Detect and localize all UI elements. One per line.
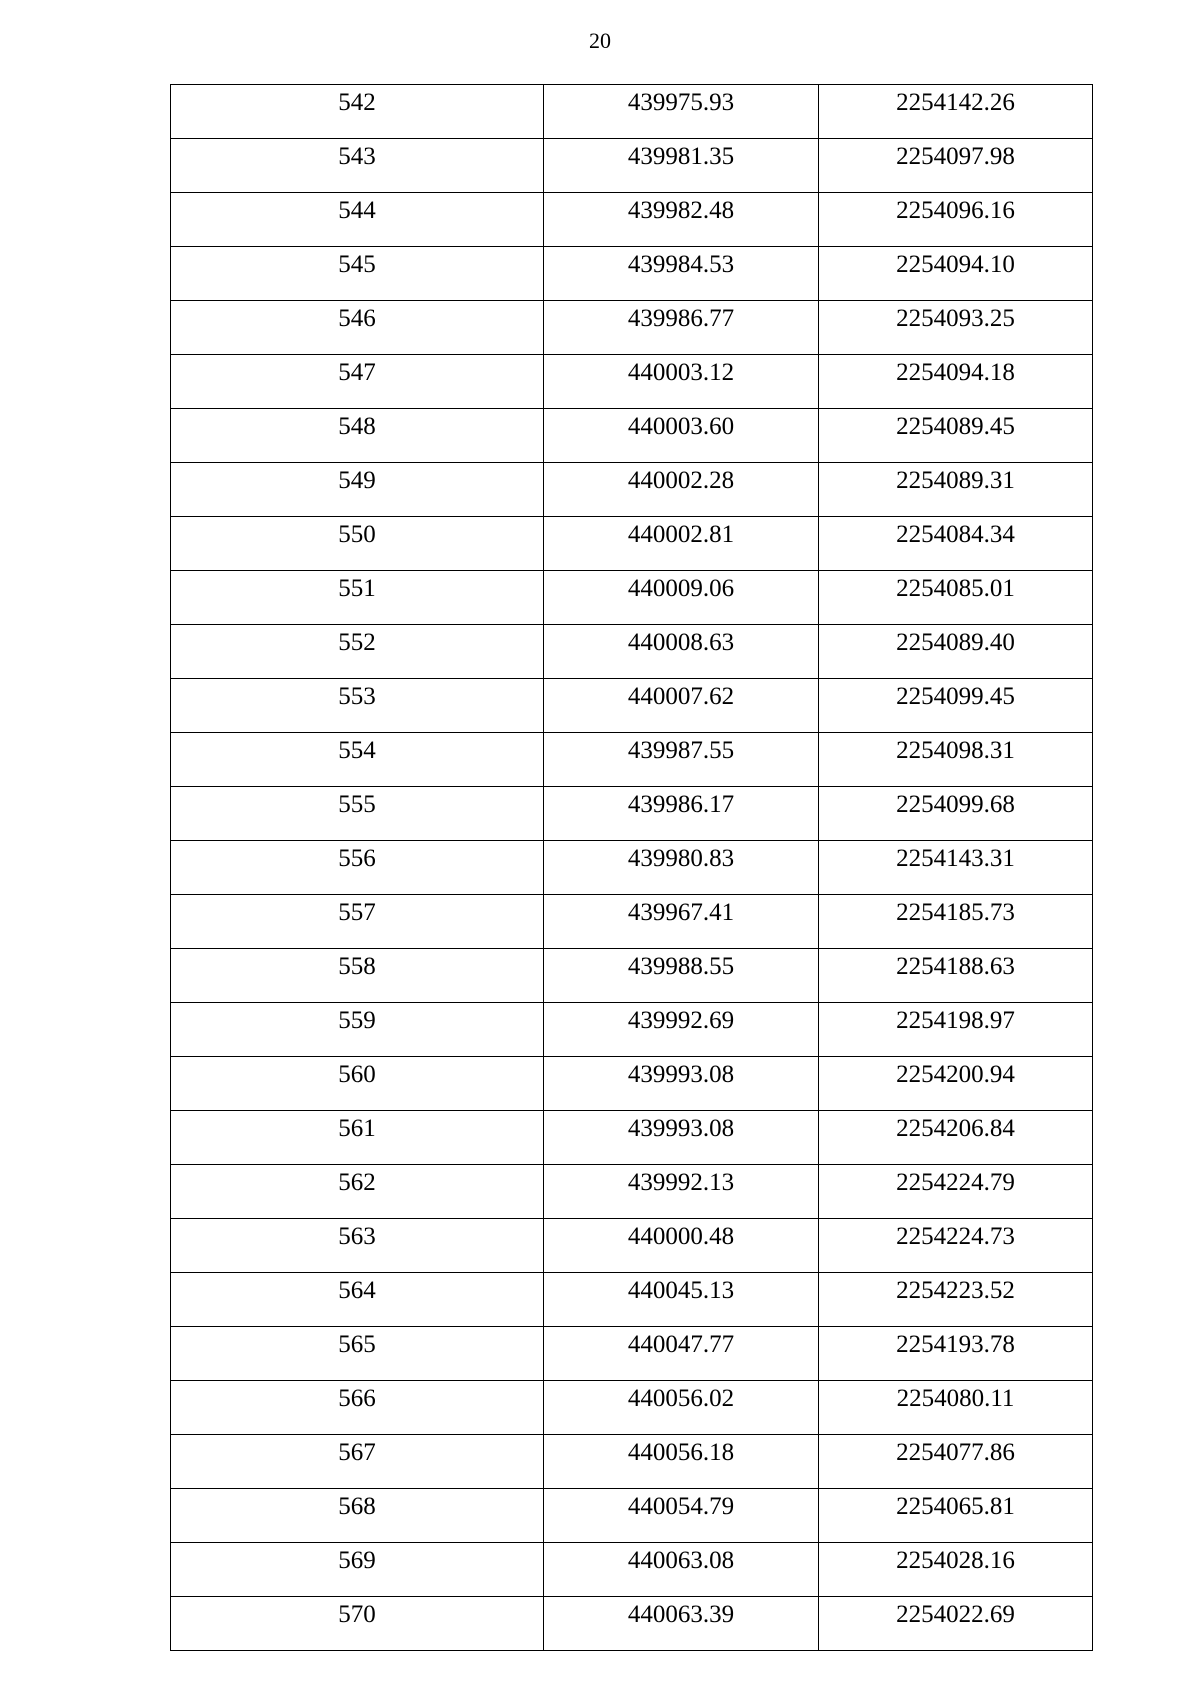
x-coordinate-cell: 439981.35 [544,139,819,193]
y-coordinate-cell: 2254089.45 [819,409,1093,463]
x-coordinate-cell: 440056.02 [544,1381,819,1435]
point-number-cell: 564 [171,1273,544,1327]
y-coordinate-cell: 2254089.40 [819,625,1093,679]
point-number-cell: 556 [171,841,544,895]
point-number-cell: 565 [171,1327,544,1381]
point-number-cell: 554 [171,733,544,787]
table-row [171,733,1093,787]
point-number-cell: 568 [171,1489,544,1543]
y-coordinate-cell: 2254065.81 [819,1489,1093,1543]
y-coordinate-cell: 2254188.63 [819,949,1093,1003]
y-coordinate-cell: 2254097.98 [819,139,1093,193]
x-coordinate-cell: 440003.60 [544,409,819,463]
x-coordinate-cell: 439967.41 [544,895,819,949]
x-coordinate-cell: 439993.08 [544,1111,819,1165]
point-number-cell: 548 [171,409,544,463]
point-number-cell: 546 [171,301,544,355]
y-coordinate-cell: 2254206.84 [819,1111,1093,1165]
y-coordinate-cell: 2254142.26 [819,85,1093,139]
table-row [171,1165,1093,1219]
point-number-cell: 557 [171,895,544,949]
point-number-cell: 545 [171,247,544,301]
x-coordinate-cell: 439986.77 [544,301,819,355]
x-coordinate-cell: 440054.79 [544,1489,819,1543]
table-row [171,193,1093,247]
point-number-cell: 550 [171,517,544,571]
point-number-cell: 558 [171,949,544,1003]
table-row [171,787,1093,841]
x-coordinate-cell: 440047.77 [544,1327,819,1381]
table-row [171,517,1093,571]
y-coordinate-cell: 2254094.10 [819,247,1093,301]
y-coordinate-cell: 2254094.18 [819,355,1093,409]
table-row [171,247,1093,301]
x-coordinate-cell: 440056.18 [544,1435,819,1489]
x-coordinate-cell: 440000.48 [544,1219,819,1273]
point-number-cell: 544 [171,193,544,247]
y-coordinate-cell: 2254098.31 [819,733,1093,787]
y-coordinate-cell: 2254223.52 [819,1273,1093,1327]
x-coordinate-cell: 440063.08 [544,1543,819,1597]
table-row [171,1489,1093,1543]
point-number-cell: 562 [171,1165,544,1219]
table-row [171,679,1093,733]
x-coordinate-cell: 439982.48 [544,193,819,247]
point-number-cell: 543 [171,139,544,193]
x-coordinate-cell: 439980.83 [544,841,819,895]
y-coordinate-cell: 2254089.31 [819,463,1093,517]
y-coordinate-cell: 2254085.01 [819,571,1093,625]
point-number-cell: 563 [171,1219,544,1273]
point-number-cell: 559 [171,1003,544,1057]
x-coordinate-cell: 439993.08 [544,1057,819,1111]
y-coordinate-cell: 2254185.73 [819,895,1093,949]
x-coordinate-cell: 439987.55 [544,733,819,787]
y-coordinate-cell: 2254193.78 [819,1327,1093,1381]
table-row [171,949,1093,1003]
y-coordinate-cell: 2254198.97 [819,1003,1093,1057]
table-row [171,355,1093,409]
x-coordinate-cell: 439986.17 [544,787,819,841]
point-number-cell: 551 [171,571,544,625]
y-coordinate-cell: 2254022.69 [819,1597,1093,1651]
table-row [171,1057,1093,1111]
point-number-cell: 560 [171,1057,544,1111]
point-number-cell: 566 [171,1381,544,1435]
table-row [171,1003,1093,1057]
table-row [171,463,1093,517]
point-number-cell: 542 [171,85,544,139]
x-coordinate-cell: 440045.13 [544,1273,819,1327]
table-row [171,139,1093,193]
x-coordinate-cell: 440007.62 [544,679,819,733]
y-coordinate-cell: 2254084.34 [819,517,1093,571]
table-row [171,1597,1093,1651]
y-coordinate-cell: 2254080.11 [819,1381,1093,1435]
y-coordinate-cell: 2254143.31 [819,841,1093,895]
table-row [171,895,1093,949]
table-row [171,1381,1093,1435]
point-number-cell: 569 [171,1543,544,1597]
y-coordinate-cell: 2254093.25 [819,301,1093,355]
table-row [171,1435,1093,1489]
x-coordinate-cell: 439975.93 [544,85,819,139]
point-number-cell: 553 [171,679,544,733]
y-coordinate-cell: 2254099.45 [819,679,1093,733]
y-coordinate-cell: 2254099.68 [819,787,1093,841]
y-coordinate-cell: 2254077.86 [819,1435,1093,1489]
table-body [171,85,1093,1651]
table-row [171,1111,1093,1165]
table-row [171,85,1093,139]
x-coordinate-cell: 440002.81 [544,517,819,571]
y-coordinate-cell: 2254028.16 [819,1543,1093,1597]
table-row [171,625,1093,679]
table-row [171,301,1093,355]
point-number-cell: 567 [171,1435,544,1489]
point-number-cell: 570 [171,1597,544,1651]
table-row [171,1273,1093,1327]
x-coordinate-cell: 440002.28 [544,463,819,517]
table-row [171,1543,1093,1597]
x-coordinate-cell: 440008.63 [544,625,819,679]
x-coordinate-cell: 439992.13 [544,1165,819,1219]
y-coordinate-cell: 2254200.94 [819,1057,1093,1111]
table-row [171,841,1093,895]
coordinate-table [170,84,1093,1651]
point-number-cell: 555 [171,787,544,841]
x-coordinate-cell: 440003.12 [544,355,819,409]
y-coordinate-cell: 2254096.16 [819,193,1093,247]
point-number-cell: 547 [171,355,544,409]
x-coordinate-cell: 439992.69 [544,1003,819,1057]
point-number-cell: 561 [171,1111,544,1165]
x-coordinate-cell: 440063.39 [544,1597,819,1651]
table-row [171,571,1093,625]
x-coordinate-cell: 440009.06 [544,571,819,625]
x-coordinate-cell: 439984.53 [544,247,819,301]
point-number-cell: 549 [171,463,544,517]
y-coordinate-cell: 2254224.79 [819,1165,1093,1219]
table-row [171,409,1093,463]
table-row [171,1219,1093,1273]
page-number: 20 [589,28,611,53]
point-number-cell: 552 [171,625,544,679]
x-coordinate-cell: 439988.55 [544,949,819,1003]
y-coordinate-cell: 2254224.73 [819,1219,1093,1273]
table-row [171,1327,1093,1381]
